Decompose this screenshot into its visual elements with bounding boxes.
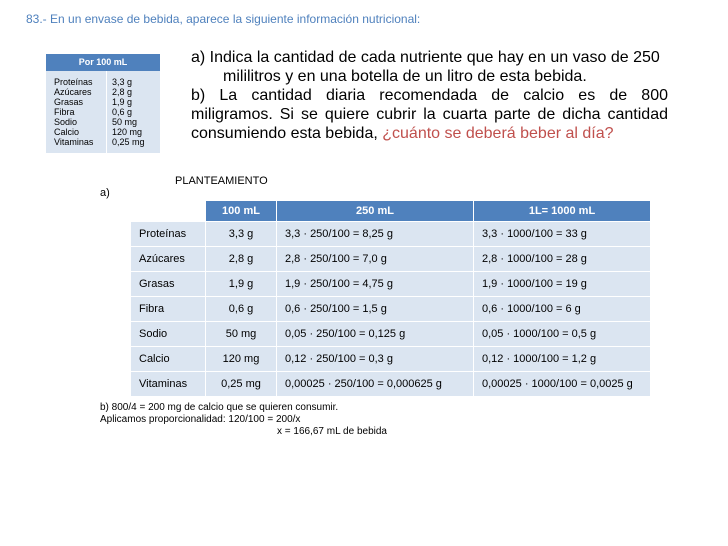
value-100ml-cell: 3,3 g [206,222,277,247]
value-100ml-cell: 0,6 g [206,297,277,322]
page-title: 83.- En un envase de bebida, aparece la siguiente información nutricional: [26,12,421,26]
header-cell-1000ml: 1L= 1000 mL [474,201,651,222]
nutrient-cell: Calcio [131,347,206,372]
value-1000ml-cell: 0,12 · 1000/100 = 1,2 g [474,347,651,372]
value-250ml-cell: 2,8 · 250/100 = 7,0 g [277,247,474,272]
part-b-line-1: b) 800/4 = 200 mg de calcio que se quieren consumir. [100,402,339,413]
nutrient-value: 3,3 g [107,77,161,87]
value-1000ml-cell: 0,6 · 1000/100 = 6 g [474,297,651,322]
value-250ml-cell: 0,12 · 250/100 = 0,3 g [277,347,474,372]
table-row [131,322,651,347]
planteamiento-label: PLANTEAMIENTO [175,175,268,187]
value-250ml-cell: 0,05 · 250/100 = 0,125 g [277,322,474,347]
value-250ml-cell: 3,3 · 250/100 = 8,25 g [277,222,474,247]
nutrition-label-header: Por 100 mL [46,54,160,71]
question-a-line-1: a) Indica la cantidad de cada nutriente que hay en un vaso de 250 [191,49,660,66]
part-b-result: x = 166,67 mL de bebida [277,426,387,437]
nutrient-name: Sodio [46,117,107,127]
header-cell-100ml: 100 mL [206,201,277,222]
table-row [131,247,651,272]
nutrient-cell: Grasas [131,272,206,297]
nutrient-cell: Azúcares [131,247,206,272]
question-a-line-2: mililitros y en una botella de un litro de esta bebida. [223,68,587,85]
value-100ml-cell: 120 mg [206,347,277,372]
value-1000ml-cell: 2,8 · 1000/100 = 28 g [474,247,651,272]
nutrient-name: Fibra [46,107,107,117]
nutrient-cell: Sodio [131,322,206,347]
nutrition-row [46,87,160,97]
nutrient-cell: Proteínas [131,222,206,247]
nutrient-name: Grasas [46,97,107,107]
nutrition-row [46,77,160,87]
table-row [131,272,651,297]
header-cell-250ml: 250 mL [277,201,474,222]
question-b-line-1: b) La cantidad diaria recomendada de calcio es de 800 [191,87,668,104]
nutrient-value: 0,25 mg [107,137,161,147]
nutrient-value: 1,9 g [107,97,161,107]
solution-table [130,200,651,397]
nutrition-row [46,97,160,107]
nutrient-name: Vitaminas [46,137,107,147]
nutrient-name: Calcio [46,127,107,137]
value-1000ml-cell: 0,00025 · 1000/100 = 0,0025 g [474,372,651,397]
header-cell-empty [131,201,206,222]
value-250ml-cell: 0,6 · 250/100 = 1,5 g [277,297,474,322]
nutrition-label-table [46,54,160,153]
nutrition-row [46,137,160,147]
table-row [131,222,651,247]
nutrient-value: 2,8 g [107,87,161,97]
part-a-label: a) [100,187,110,199]
value-1000ml-cell: 0,05 · 1000/100 = 0,5 g [474,322,651,347]
table-row [131,372,651,397]
value-100ml-cell: 1,9 g [206,272,277,297]
nutrition-row [46,117,160,127]
value-100ml-cell: 50 mg [206,322,277,347]
value-1000ml-cell: 3,3 · 1000/100 = 33 g [474,222,651,247]
value-100ml-cell: 2,8 g [206,247,277,272]
nutrient-value: 120 mg [107,127,161,137]
nutrient-name: Azúcares [46,87,107,97]
nutrition-row [46,127,160,137]
nutrient-value: 50 mg [107,117,161,127]
nutrient-cell: Vitaminas [131,372,206,397]
question-b-line-2: miligramos. Si se quiere cubrir la cuarta parte de dicha cantidad [191,106,668,123]
nutrition-row [46,107,160,117]
value-250ml-cell: 1,9 · 250/100 = 4,75 g [277,272,474,297]
nutrient-cell: Fibra [131,297,206,322]
question-b-highlight: ¿cuánto se deberá beber al día? [382,125,614,142]
nutrient-value: 0,6 g [107,107,161,117]
value-1000ml-cell: 1,9 · 1000/100 = 19 g [474,272,651,297]
value-100ml-cell: 0,25 mg [206,372,277,397]
question-b-text: consumiendo esta bebida, [191,125,383,142]
value-250ml-cell: 0,00025 · 250/100 = 0,000625 g [277,372,474,397]
solution-table-header [131,201,651,222]
question-b-line-3 [191,124,614,143]
part-b-line-2: Aplicamos proporcionalidad: 120/100 = 200/x [100,414,301,425]
table-row [131,297,651,322]
table-row [131,347,651,372]
nutrient-name: Proteínas [46,77,107,87]
